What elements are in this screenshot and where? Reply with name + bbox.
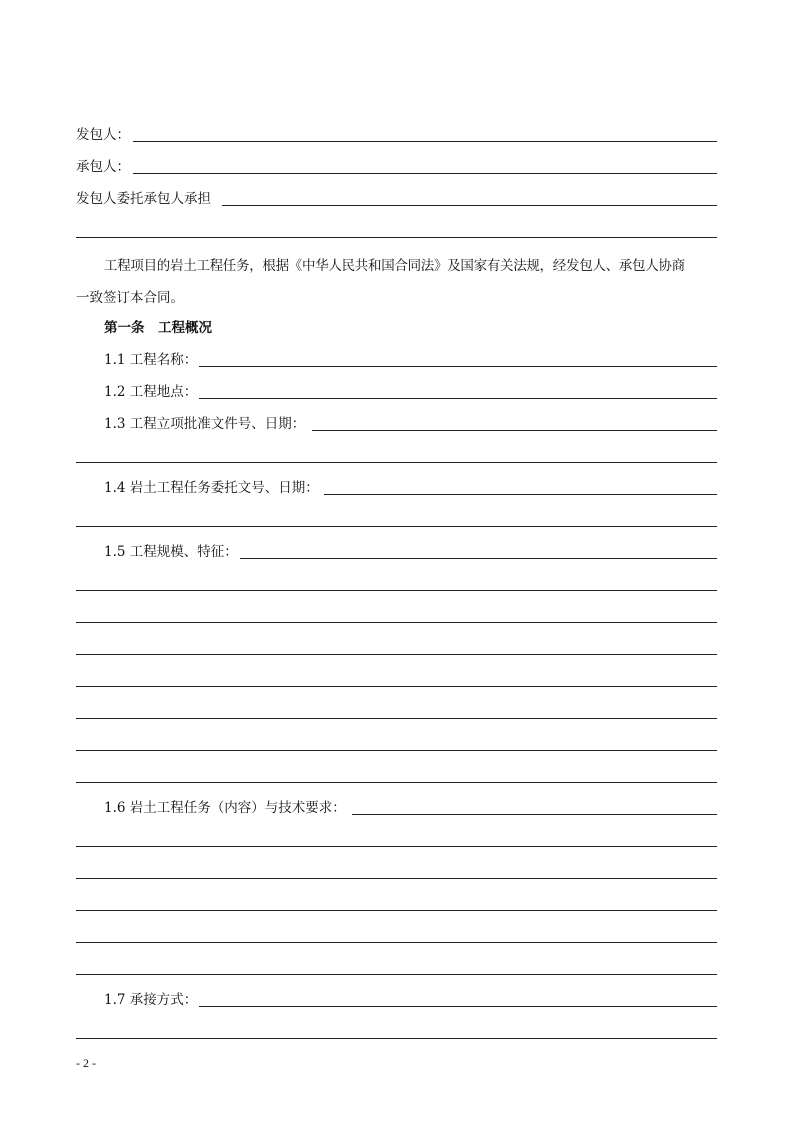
- entrust-label: 发包人委托承包人承担: [76, 191, 211, 207]
- item-1-2-row: [0, 382, 793, 406]
- scale-features-line-5[interactable]: [76, 686, 717, 687]
- employer-label: 发包人：: [76, 127, 130, 143]
- entrust-doc-field-continued[interactable]: [76, 526, 717, 527]
- entrust-field-continued[interactable]: [76, 237, 717, 238]
- employer-row: [0, 125, 793, 149]
- task-requirements-line-2[interactable]: [76, 846, 717, 847]
- contract-method-field[interactable]: [199, 1006, 717, 1007]
- task-requirements-line-5[interactable]: [76, 942, 717, 943]
- item-1-4-label: 1.4 岩土工程任务委托文号、日期：: [104, 480, 319, 496]
- scale-features-line-7[interactable]: [76, 750, 717, 751]
- task-requirements-field[interactable]: [352, 814, 717, 815]
- item-1-4-row: [0, 478, 793, 502]
- scale-features-line-2[interactable]: [76, 590, 717, 591]
- task-requirements-line-6[interactable]: [76, 974, 717, 975]
- page-number: - 2 -: [76, 1056, 96, 1070]
- project-name-field[interactable]: [199, 366, 717, 367]
- scale-features-line-4[interactable]: [76, 654, 717, 655]
- item-1-5-label: 1.5 工程规模、特征：: [104, 544, 238, 560]
- scale-features-field[interactable]: [240, 558, 717, 559]
- item-1-1-row: [0, 350, 793, 374]
- item-1-3-row: [0, 414, 793, 438]
- entrust-doc-field[interactable]: [324, 494, 717, 495]
- scale-features-line-8[interactable]: [76, 782, 717, 783]
- task-requirements-line-3[interactable]: [76, 878, 717, 879]
- scale-features-line-3[interactable]: [76, 622, 717, 623]
- approval-doc-field[interactable]: [312, 430, 717, 431]
- approval-doc-field-continued[interactable]: [76, 462, 717, 463]
- preamble-line-2: 一致签订本合同。: [76, 290, 184, 306]
- contractor-label: 承包人：: [76, 159, 130, 175]
- entrust-field[interactable]: [222, 205, 717, 206]
- project-location-field[interactable]: [199, 398, 717, 399]
- item-1-7-row: [0, 990, 793, 1014]
- contractor-field[interactable]: [133, 173, 717, 174]
- item-1-3-label: 1.3 工程立项批准文件号、日期：: [104, 416, 306, 432]
- contractor-row: [0, 157, 793, 181]
- item-1-1-label: 1.1 工程名称：: [104, 352, 198, 368]
- preamble-line-1: 工程项目的岩土工程任务，根据《中华人民共和国合同法》及国家有关法规，经发包人、承包人协商: [104, 258, 685, 274]
- entrust-row: [0, 189, 793, 213]
- item-1-7-label: 1.7 承接方式：: [104, 992, 198, 1008]
- article-1-title: 第一条 工程概况: [104, 320, 212, 336]
- employer-field[interactable]: [133, 141, 717, 142]
- item-1-6-label: 1.6 岩土工程任务（内容）与技术要求：: [104, 800, 346, 816]
- contract-method-field-continued[interactable]: [76, 1038, 717, 1039]
- item-1-2-label: 1.2 工程地点：: [104, 384, 198, 400]
- task-requirements-line-4[interactable]: [76, 910, 717, 911]
- item-1-6-row: [0, 798, 793, 822]
- item-1-5-row: [0, 542, 793, 566]
- scale-features-line-6[interactable]: [76, 718, 717, 719]
